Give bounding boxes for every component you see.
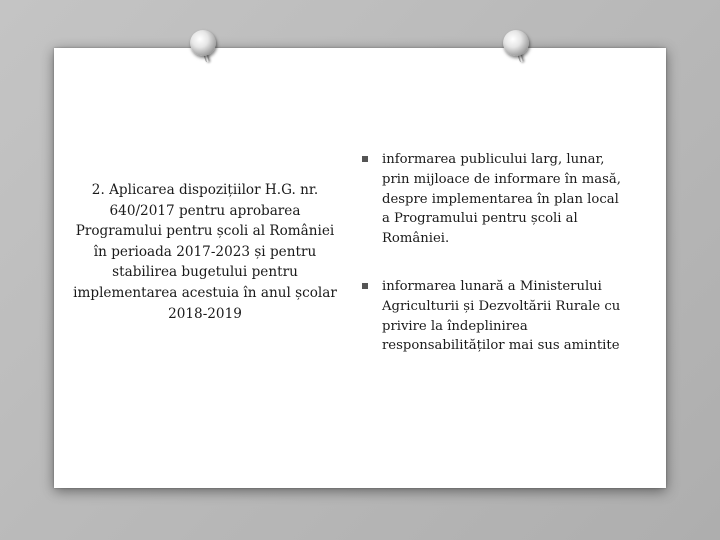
square-bullet-icon	[362, 283, 368, 289]
left-heading: 2. Aplicarea dispozițiilor H.G. nr. 640/2017 pentru aprobarea Programului pentru școli al României în perioada 2017-2023 și pentru stabilirea bugetului pentru implementarea acestuia în anul școlar 2018-2019	[73, 182, 337, 322]
bullet-list	[362, 150, 624, 384]
pushpin-icon	[503, 30, 529, 56]
list-item	[362, 150, 624, 249]
list-item-text: informarea lunară a Ministerului Agriculturii și Dezvoltării Rurale cu privire la îndeplinirea responsabilităților mai sus amintite	[382, 278, 621, 354]
square-bullet-icon	[362, 156, 368, 162]
list-item-text: informarea publicului larg, lunar, prin mijloace de informare în masă, despre implementarea în plan local a Programului pentru școli al României.	[382, 152, 621, 247]
list-item	[362, 277, 624, 356]
pushpin-icon	[190, 30, 216, 56]
